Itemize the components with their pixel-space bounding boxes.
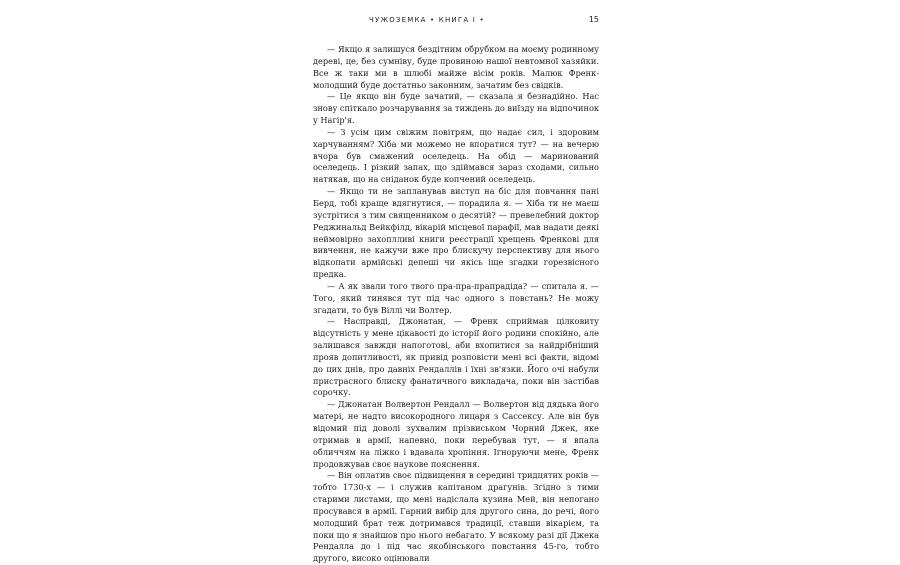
paragraph: — Насправді, Джонатан, — Френк сприймав цілковиту відсутність у мене цікавості до історії його родини спокійно, але залишався завжди напоготові, аби вхопитися за найдрібніший прояв допитливості, як привід розповісти мені всі факти, відомі до цих днів, про давніх Рендаллів і їхні зв'язки. Його очі набули пристрасного блиску фанатичного викладача, поки він застібав сорочку. — [313, 316, 599, 398]
body-text — [313, 44, 599, 565]
paragraph: — Це якщо він буде зачатий, — сказала я безнадійно. Нас знову спіткало розчарування за тиждень до виїзду на відпочинок у Нагір'я. — [313, 91, 599, 126]
paragraph: — Джонатан Волвертон Рендалл — Волвертон від дядька його матері, не надто високородного лицаря з Сассексу. Але він був відомий під доволі зухвалим прізвиськом Чорний Джек, яке отримав в армії, напевно, поки перебував тут, — я впала обличчям на ліжко і вдавала хропіння. Ігноруючи мене, Френк продовжував своє наукове пояснення. — [313, 399, 599, 469]
paragraph: — Якщо я залишуся бездітним обрубком на моєму родинному дереві, це, без сумніву, буде провиною нашої невтомної хазяйки. Все ж таки ми в шлюбі майже вісім років. Малюк Френк-молодший буде достатньо законним, зачатим без свідків. — [313, 44, 599, 90]
paragraph: — А як звали того твого пра-пра-прапрадіда? — спитала я. — Того, який тинявся тут під час одного з повстань? Не можу згадати, то був Віллі чи Волтер. — [313, 280, 599, 315]
running-title: ЧУЖОЗЕМКА • КНИГА І • — [369, 16, 485, 24]
paragraph: — З усім цим свіжим повітрям, що надає сил, і здоровим харчуванням? Хіба ми можемо не впоратися тут? — на вечерю вчора був смажений оселедець. На обід — маринований оселедець. І різкий запах, що здіймався зараз сходами, сильно натякав, що на сніданок буде копчений оселедець. — [313, 126, 599, 185]
paragraph: — Він оплатив своє підвищення в середині тридцятих років — тобто 1730-х — і служив капітаном драгунів. Згідно з тими старими листами, що мені надіслала кузина Мей, він непогано просувався в армії. Гарний вибір для другого сина, до речі, його молодший брат теж дотримався традиції, ставши вікарієм, та поки що я знайшов про нього небагато. У всякому разі дії Джека Рендалла до і під час якобінського повстання 45-го, тобто другого, високо оцінювали — [313, 470, 599, 564]
page-number: 15 — [588, 15, 599, 24]
book-page — [313, 15, 599, 564]
paragraph: — Якщо ти не запланував виступ на біс для повчання пані Берд, тобі краще вдягнутися, — порадила я. — Хіба ти не маєш зустрітися з тим священником о десятій? — превелебний доктор Реджинальд Вейкфілд, вікарій місцевої парафії, мав надати деякі неймовірно захоплливі книги реєстрації хрещень Френкові для вивчення, не кажучи вже про блискучу перспективу для нього відкопати армійські депеші чи якісь іще згадки горезвісного предка. — [313, 186, 599, 280]
running-head — [313, 16, 599, 34]
